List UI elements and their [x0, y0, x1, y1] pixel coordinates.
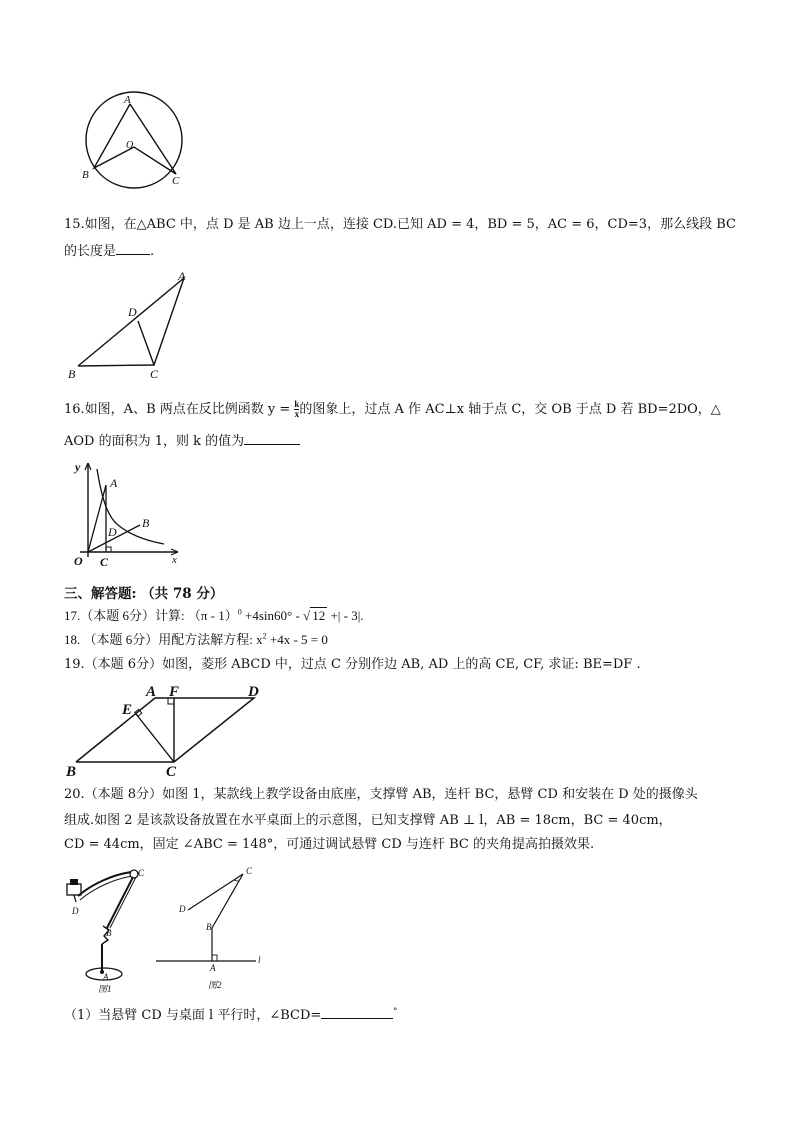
origin-label: O — [74, 554, 83, 568]
section-title: 三、解答题: （共 78 分） — [64, 586, 224, 602]
point-label-e: E — [122, 702, 133, 718]
point-label-d: D — [108, 525, 117, 539]
point-label-o: O — [126, 140, 134, 151]
sqrt-symbol: √ — [303, 608, 311, 623]
fraction-numerator: k — [294, 399, 300, 409]
q18-suffix: +4x - 5 = 0 — [266, 632, 328, 647]
fraction-denominator: x — [294, 409, 300, 419]
q15-line1: 15.如图，在△ABC 中，点 D 是 AB 边上一点，连接 CD.已知 AD = 4，BD = 5，AC = 6，CD=3，那么线段 BC — [64, 217, 736, 232]
point-label-c: C — [166, 764, 177, 780]
q16-line1-a: 16.如图，A、B 两点在反比例函数 y = — [64, 402, 291, 417]
q16-line1-b: 的图象上，过点 A 作 AC⊥x 轴于点 C，交 OB 于点 D 若 BD=2DO，△ — [299, 402, 721, 417]
answer-blank — [116, 242, 150, 255]
q16-line2-text: AOD 的面积为 1，则 k 的值为 — [64, 434, 245, 449]
degree-mark: ° — [393, 1006, 398, 1016]
point-label-c: C — [172, 175, 180, 187]
q18-prefix: 18. （本题 6分）用配方法解方程: x — [64, 632, 263, 647]
fig1-label-a: A — [103, 972, 109, 982]
point-label-d: D — [128, 305, 137, 319]
q20-line1: 20.（本题 8分）如图 1，某款线上教学设备由底座，支撑臂 AB，连杆 BC，悬臂 CD 和安装在 D 处的摄像头 — [64, 787, 698, 802]
q19-line: 19.（本题 6分）如图，菱形 ABCD 中，过点 C 分别作边 AB, AD 上的高 CE, CF, 求证: BE=DF . — [64, 657, 641, 672]
point-label-c: C — [100, 555, 109, 569]
rhombus-figure — [64, 680, 274, 780]
exponent-two: 2 — [262, 631, 267, 641]
q20-line2: 组成.如图 2 是该款设备放置在水平桌面上的示意图，已知支撑臂 AB ⊥ l，AB = 18cm，BC = 40cm， — [64, 813, 672, 828]
fig2-label-d: D — [179, 904, 186, 914]
device-figure-1 — [62, 866, 152, 994]
point-label-b: B — [66, 764, 77, 780]
triangle-figure — [64, 268, 194, 383]
point-label-b: B — [82, 169, 89, 181]
fig2-label-c: C — [246, 866, 253, 876]
point-label-c: C — [150, 367, 159, 381]
q15-line2-end: . — [150, 244, 155, 259]
fig2-label-l: l — [258, 955, 261, 965]
q17-mid: +4sin60° - — [241, 608, 304, 623]
exponent-zero: 0 — [237, 607, 242, 617]
fig1-label-c: C — [138, 868, 145, 878]
point-label-a: A — [146, 684, 157, 700]
circle-figure — [74, 90, 204, 190]
point-label-d: D — [248, 684, 259, 700]
q15-line2 — [64, 242, 154, 261]
point-label-b: B — [68, 367, 76, 381]
sqrt-radicand: 12 — [312, 608, 326, 623]
q20-line3: CD = 44cm，固定 ∠ABC = 148°，可通过调试悬臂 CD 与连杆 BC 的夹角提高拍摄效果. — [64, 837, 595, 852]
fig2-caption: 图2 — [208, 980, 222, 990]
inverse-function-figure — [66, 455, 186, 570]
fig2-label-a: A — [210, 963, 216, 973]
fig1-label-b: B — [106, 928, 112, 938]
q16-line1 — [64, 400, 721, 419]
point-label-f: F — [169, 684, 180, 700]
q17-suffix: +| - 3|. — [327, 608, 364, 623]
point-label-a: A — [124, 94, 131, 106]
answer-blank — [244, 432, 300, 445]
axis-label-y: y — [75, 460, 81, 474]
answer-blank — [321, 1006, 393, 1019]
q18-line — [64, 631, 328, 649]
q17-line — [64, 607, 364, 625]
q20-sub1 — [64, 1006, 397, 1025]
axis-label-x: x — [172, 554, 177, 566]
fig1-caption: 图1 — [98, 984, 112, 994]
point-label-b: B — [142, 516, 150, 530]
q16-line2 — [64, 432, 300, 451]
point-label-a: A — [178, 269, 186, 283]
q17-prefix: 17.（本题 6分）计算: （π - 1） — [64, 608, 238, 623]
q20-sub1-text: （1）当悬臂 CD 与桌面 l 平行时，∠BCD= — [64, 1008, 322, 1023]
fig1-label-d: D — [72, 906, 79, 916]
q15-line2-text: 的长度是 — [64, 244, 117, 259]
device-figure-2 — [150, 862, 270, 994]
point-label-a: A — [110, 476, 118, 490]
fig2-label-b: B — [206, 922, 212, 932]
